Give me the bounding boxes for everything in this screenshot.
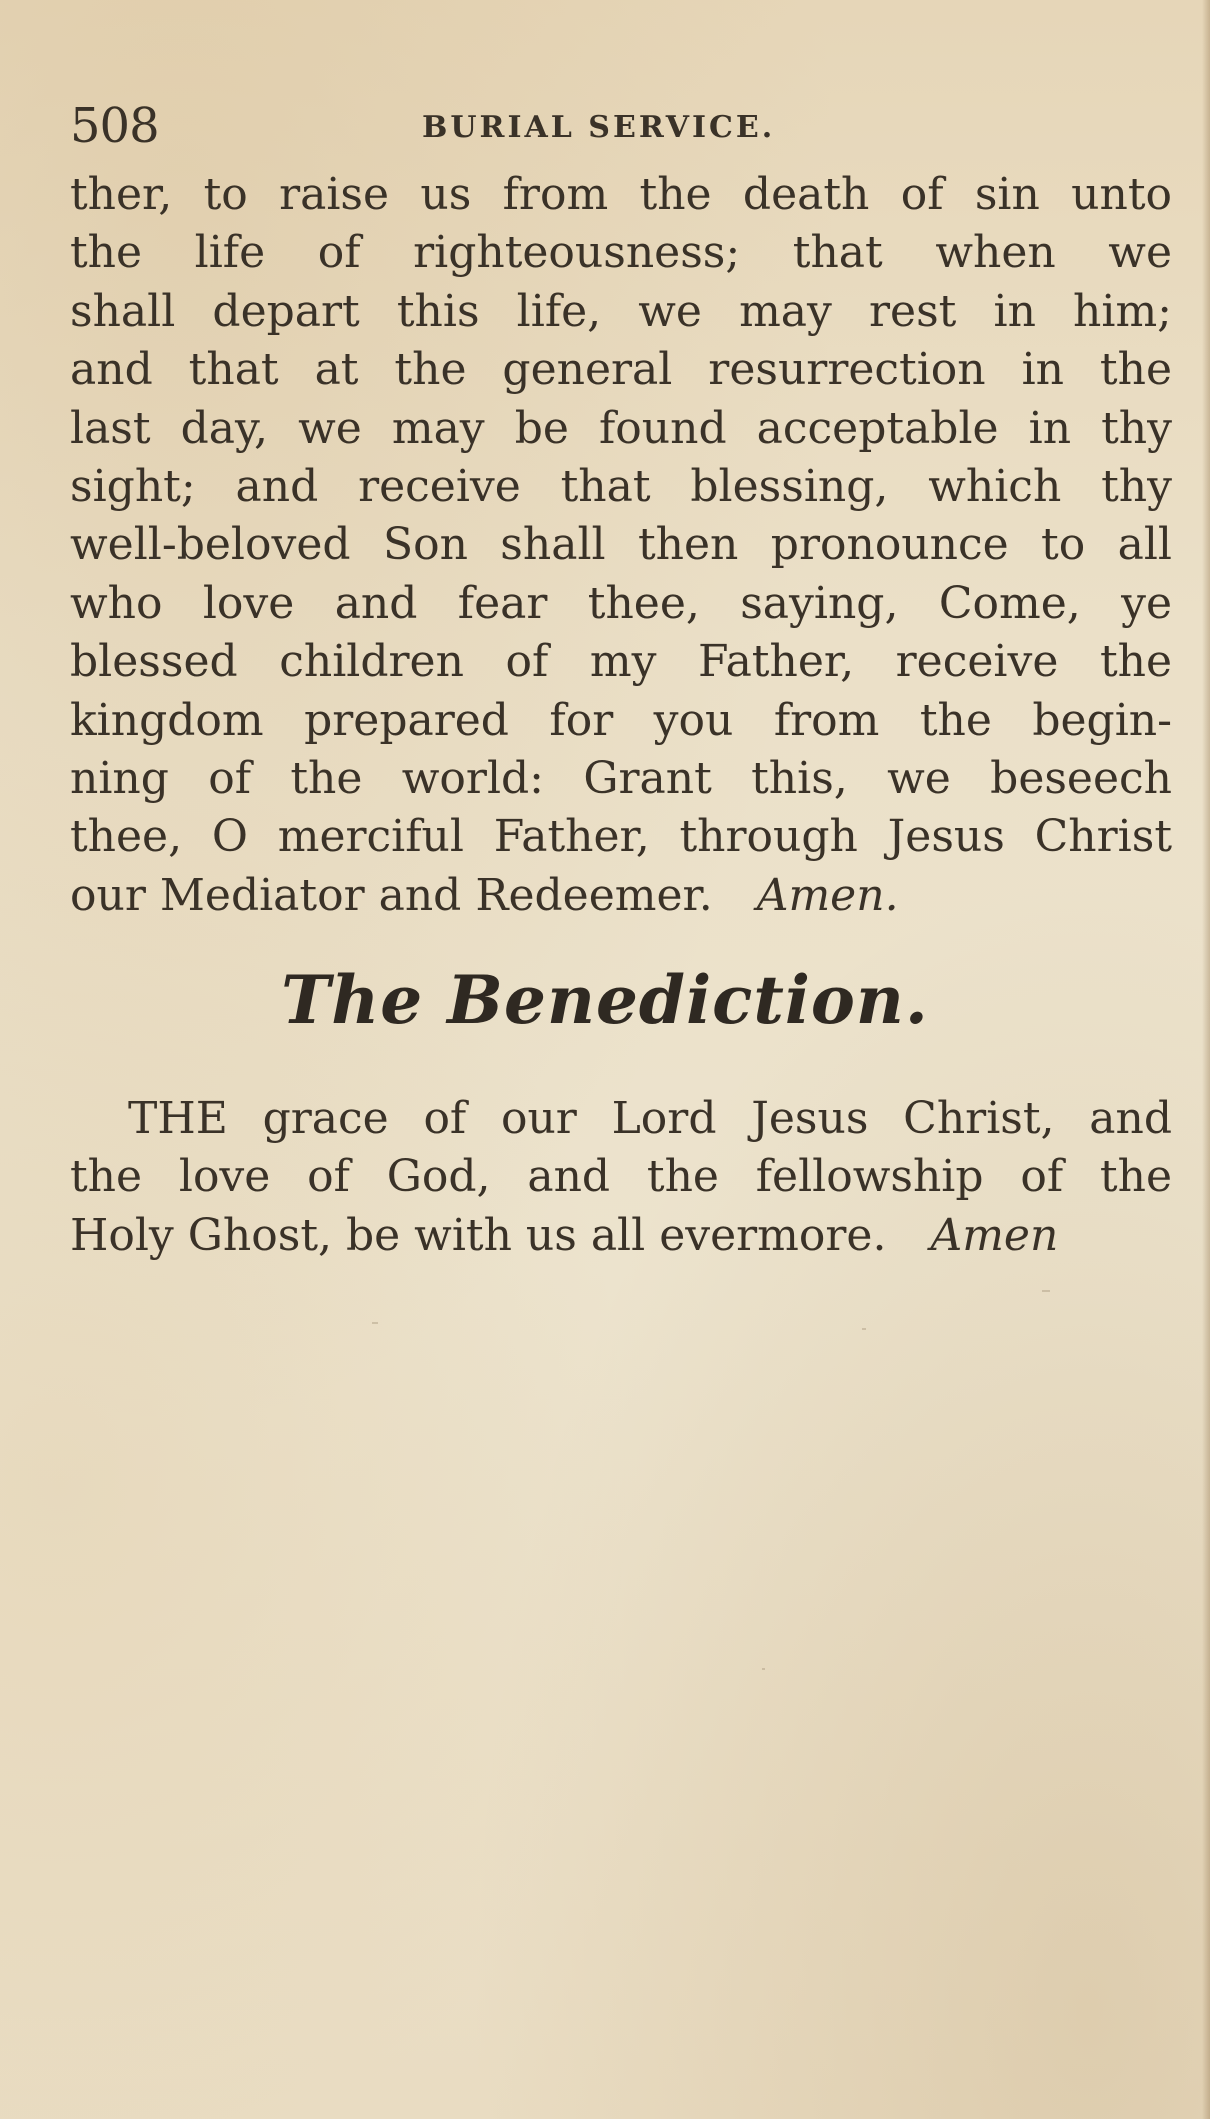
benediction-line: THE grace of our Lord Jesus Christ, and	[128, 1093, 1172, 1144]
paper-speck	[1042, 1290, 1050, 1292]
prayer-last-line-text: our Mediator and Redeemer.	[70, 869, 713, 921]
paper-speck	[862, 1328, 866, 1330]
benediction-amen: Amen	[930, 1209, 1059, 1261]
benediction-last-line	[70, 1207, 1172, 1265]
benediction-line: the love of God, and the fellowship of the	[70, 1151, 1172, 1203]
page-number: 508	[70, 98, 159, 154]
prayer-last-line	[70, 867, 1172, 925]
prayer-line: ther, to raise us from the death of sin unto	[70, 169, 1172, 220]
prayer-line: shall depart this life, we may rest in him;	[70, 285, 1172, 337]
prayer-line: kingdom prepared for you from the begin-	[70, 694, 1172, 746]
section-title: BURIAL SERVICE.	[422, 110, 776, 145]
prayer-line: ning of the world: Grant this, we beseech	[70, 753, 1172, 805]
prayer-line: well-beloved Son shall then pronounce to all	[70, 519, 1172, 571]
page-edge-shadow	[1202, 0, 1210, 2119]
prayer-amen: Amen.	[756, 869, 899, 921]
prayer-line: who love and fear thee, saying, Come, ye	[70, 577, 1172, 629]
prayer-line: the life of righteousness; that when we	[70, 227, 1172, 279]
prayer-paragraph	[70, 166, 1172, 925]
benediction-last-line-text: Holy Ghost, be with us all evermore.	[70, 1209, 887, 1261]
running-head	[70, 96, 1170, 156]
paper-speck	[372, 1322, 378, 1324]
prayer-line: blessed children of my Father, receive the	[70, 636, 1172, 688]
paper-speck	[762, 1668, 765, 1670]
prayer-line: thee, O merciful Father, through Jesus Christ	[70, 811, 1172, 863]
prayer-line: and that at the general resurrection in the	[70, 344, 1172, 396]
benediction-paragraph	[70, 1090, 1172, 1265]
prayer-line: sight; and receive that blessing, which thy	[70, 461, 1172, 513]
prayer-line: last day, we may be found acceptable in thy	[70, 402, 1172, 454]
benediction-heading: The Benediction.	[281, 961, 929, 1039]
